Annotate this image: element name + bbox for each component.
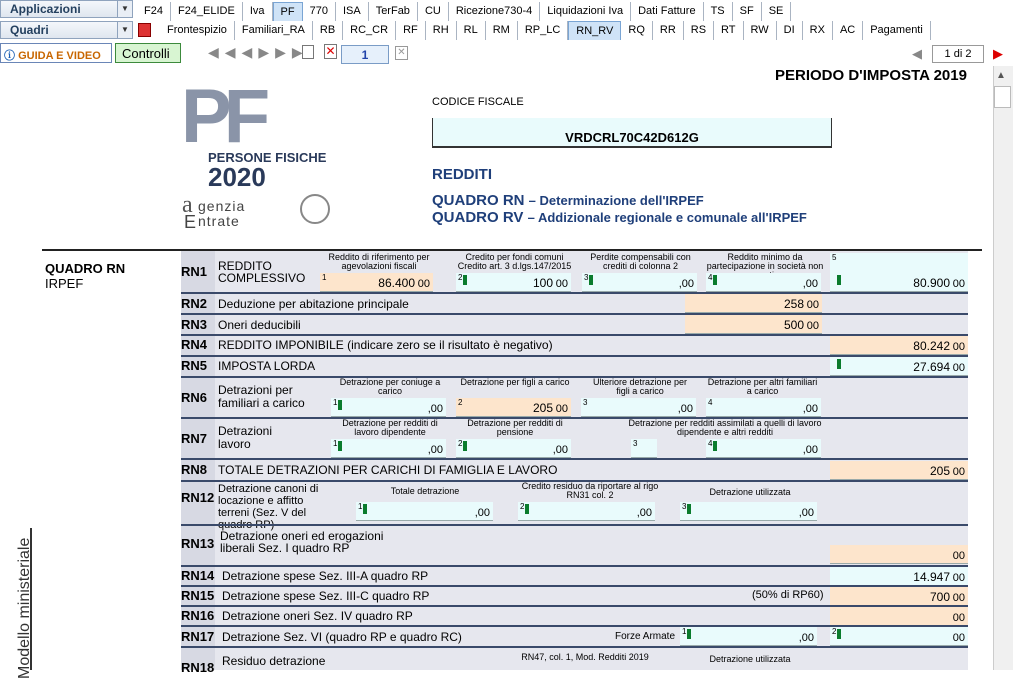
- tab-di[interactable]: DI: [777, 21, 803, 40]
- rn17-note: Forze Armate: [615, 631, 676, 642]
- rn6-field-1[interactable]: 1 ,00: [331, 398, 446, 417]
- emblem-icon: [300, 194, 330, 224]
- rn7-field-3[interactable]: 3: [631, 439, 657, 458]
- rn3-field[interactable]: [685, 315, 822, 334]
- rn1-field-3[interactable]: 3 ,00: [582, 273, 697, 292]
- rn7-field-2[interactable]: 2 ,00: [456, 439, 571, 458]
- rn16-field[interactable]: [830, 607, 968, 626]
- row-divider: [181, 458, 968, 460]
- rn6-label: Detrazioni per familiari a carico: [218, 383, 305, 410]
- rn6-header-2: Detrazione per figli a carico: [460, 377, 570, 387]
- rn18-header-2: Detrazione utilizzata: [709, 654, 791, 664]
- tab-se[interactable]: SE: [762, 2, 792, 21]
- logo-pf: PF: [181, 74, 263, 159]
- field-marker-icon: [713, 441, 717, 451]
- logo-agenzia-text: genzia: [198, 198, 246, 214]
- cents: 00: [952, 612, 965, 624]
- rn14-label: Detrazione spese Sez. III-A quadro RP: [222, 569, 429, 583]
- tab-pf[interactable]: PF: [273, 2, 303, 21]
- controlli-label: Controlli: [122, 46, 170, 61]
- vertical-scrollbar[interactable]: [993, 66, 1013, 670]
- tab-terfab[interactable]: TerFab: [369, 2, 418, 21]
- tab-rh[interactable]: RH: [426, 21, 457, 40]
- row-divider: [181, 313, 968, 315]
- rn5-value: 27.694: [913, 360, 950, 374]
- tab-ac[interactable]: AC: [833, 21, 863, 40]
- tab-isa[interactable]: ISA: [336, 2, 369, 21]
- tabs-bottom: [160, 21, 931, 40]
- rn17-label: Detrazione Sez. VI (quadro RP e quadro RC): [222, 630, 462, 644]
- tabs-top: [137, 2, 791, 21]
- rn1-header-4: Reddito minimo da partecipazione in società non: [706, 252, 824, 271]
- rn7-header-1: Detrazione per redditi di lavoro dipendente: [342, 418, 438, 437]
- cents: 00: [555, 278, 568, 290]
- field-marker-icon: [837, 275, 841, 285]
- rn2-label: Deduzione per abitazione principale: [218, 297, 409, 311]
- agenzia-entrate-logo: a: [182, 192, 193, 218]
- applicazioni-label: Applicazioni: [10, 2, 81, 16]
- rn6-header-3: Ulteriore detrazione per figli a carico: [592, 377, 688, 396]
- cents: 00: [952, 278, 965, 290]
- rn1-code: RN1: [181, 264, 208, 279]
- rn6-header-4: Detrazione per altri familiari a carico: [707, 377, 818, 396]
- rn3-value: 500: [783, 318, 804, 332]
- row-divider: [181, 524, 968, 526]
- tab-rb[interactable]: RB: [313, 21, 343, 40]
- cents: ,00: [798, 632, 814, 644]
- row-divider: [181, 646, 968, 648]
- tab-rr[interactable]: RR: [653, 21, 684, 40]
- prev-doc-icon[interactable]: ◀: [912, 46, 922, 61]
- rn1-header-2: Credito per fondi comuni Credito art. 3 d.lgs.147/2015: [457, 252, 572, 271]
- tab-f24-elide[interactable]: F24_ELIDE: [171, 2, 243, 21]
- cents: ,00: [636, 507, 652, 519]
- cents: ,00: [798, 507, 814, 519]
- cents: ,00: [802, 278, 818, 290]
- cents: 00: [417, 278, 430, 290]
- row-divider: [181, 417, 968, 419]
- rn1-field-4[interactable]: 4 ,00: [706, 273, 821, 292]
- rn12-label: Detrazione canoni di locazione e affitto terreni (Sez. V del: [218, 483, 319, 519]
- rn13-code: RN13: [181, 536, 215, 551]
- tab-iva[interactable]: Iva: [243, 2, 273, 21]
- cents: 00: [806, 320, 819, 332]
- cents: 00: [952, 341, 965, 353]
- redditi-heading: REDDITI: [432, 166, 492, 183]
- rn2-code: RN2: [181, 296, 208, 311]
- quadri-label: Quadri: [10, 23, 49, 37]
- rn7-code: RN7: [181, 431, 208, 446]
- next-page-icon[interactable]: ▶: [258, 44, 276, 60]
- cents: ,00: [427, 403, 443, 415]
- cents: 00: [952, 466, 965, 478]
- rn12-header-2: Credito residuo da riportare al rigo RN31 col. 2: [521, 481, 659, 500]
- quadro-rv-desc: – Addizionale regionale e comunale all'IRPEF: [527, 210, 807, 225]
- rn14-code: RN14: [181, 568, 215, 583]
- rn8-field[interactable]: [830, 461, 968, 480]
- pdf-icon[interactable]: [138, 23, 151, 37]
- rn17-code: RN17: [181, 629, 215, 644]
- tab-rc-cr[interactable]: RC_CR: [343, 21, 396, 40]
- tab-ts[interactable]: TS: [704, 2, 733, 21]
- rn16-code: RN16: [181, 608, 215, 623]
- modello-ministeriale-label: Modello ministeriale: [16, 537, 33, 679]
- tab-ricezione730-4[interactable]: Ricezione730-4: [449, 2, 540, 21]
- rn8-code: RN8: [181, 462, 208, 477]
- rn14-value: 14.947: [913, 570, 950, 584]
- logo-persone-fisiche: PERSONE FISICHE: [208, 150, 327, 165]
- row-divider: [181, 292, 968, 294]
- cents: 00: [952, 550, 965, 562]
- rn7-field-1[interactable]: 1 ,00: [331, 439, 446, 458]
- last-page-icon[interactable]: ▶▶: [275, 44, 309, 60]
- tab-familiari-ra[interactable]: Familiari_RA: [235, 21, 313, 40]
- tab-sf[interactable]: SF: [733, 2, 762, 21]
- logo-year: 2020: [208, 162, 266, 192]
- rn15-code: RN15: [181, 588, 215, 603]
- tab-pagamenti[interactable]: Pagamenti: [863, 21, 931, 40]
- rn8-value: 205: [929, 464, 950, 478]
- nav-arrows: [208, 44, 309, 61]
- field-marker-icon: [463, 275, 467, 285]
- codice-fiscale-field[interactable]: VRDCRL70C42D612G: [432, 118, 832, 148]
- field-marker-icon: [363, 504, 367, 514]
- rn4-value: 80.242: [913, 339, 950, 353]
- rn12-field-3[interactable]: 3 ,00: [680, 502, 817, 521]
- prev-page-icon[interactable]: ◀: [241, 44, 259, 60]
- rn7-header-2: Detrazione per redditi di pensione: [467, 418, 563, 437]
- logo-e-mark: E: [184, 212, 197, 232]
- cents: ,00: [552, 444, 568, 456]
- rn5-field[interactable]: [830, 357, 968, 376]
- chevron-down-icon[interactable]: ▼: [117, 1, 132, 17]
- applicazioni-select[interactable]: [0, 0, 133, 18]
- rn5-code: RN5: [181, 358, 208, 373]
- tab-dati-fatture[interactable]: Dati Fatture: [631, 2, 703, 21]
- rn15-label: Detrazione spese Sez. III-C quadro RP: [222, 589, 430, 603]
- rn12-header-1: Totale detrazione: [390, 486, 460, 496]
- rn18-header-1: RN47, col. 1, Mod. Redditi 2019: [521, 652, 649, 662]
- tab-rp-lc[interactable]: RP_LC: [518, 21, 568, 40]
- rn4-code: RN4: [181, 337, 208, 352]
- tab-rm[interactable]: RM: [486, 21, 518, 40]
- rn6-field-4[interactable]: 4 ,00: [706, 398, 821, 417]
- field-marker-icon: [525, 504, 529, 514]
- rn2-value: 258: [783, 297, 804, 311]
- field-marker-icon: [837, 629, 841, 639]
- controlli-button[interactable]: [115, 43, 181, 63]
- rn12-field-1[interactable]: 1 ,00: [356, 502, 493, 521]
- tab-770[interactable]: 770: [303, 2, 336, 21]
- chevron-down-icon[interactable]: ▼: [117, 22, 132, 38]
- cents: 00: [952, 592, 965, 604]
- delete-page-icon[interactable]: ✕: [325, 44, 336, 58]
- logo-entrate-text: ntrate: [198, 213, 240, 229]
- cents: ,00: [802, 403, 818, 415]
- rn17-field-1[interactable]: 1 ,00: [680, 627, 817, 646]
- rn3-code: RN3: [181, 317, 208, 332]
- rn1-field-5[interactable]: 5 80.900 00: [830, 253, 968, 292]
- field-marker-icon: [687, 629, 691, 639]
- tab-rf[interactable]: RF: [396, 21, 426, 40]
- quadro-rn-desc: – Determinazione dell'IRPEF: [528, 193, 704, 208]
- side-title: QUADRO RN: [45, 261, 126, 276]
- rn13-field[interactable]: [830, 545, 968, 564]
- rn6-code: RN6: [181, 390, 208, 405]
- cents: ,00: [427, 444, 443, 456]
- field-marker-icon: [338, 441, 342, 451]
- cents: 00: [806, 299, 819, 311]
- rn17-field-2[interactable]: 2 00: [830, 627, 968, 646]
- page-close-icon[interactable]: ✕: [395, 46, 408, 60]
- rn6-field-3[interactable]: 3 ,00: [581, 398, 696, 417]
- rn8-label: TOTALE DETRAZIONI PER CARICHI DI FAMIGLIA E LAVORO: [218, 463, 558, 477]
- rn12-field-2[interactable]: 2 ,00: [518, 502, 655, 521]
- rn13-label: Detrazione oneri ed erogazioni liberali Sez. I quadro RP: [220, 529, 384, 555]
- rn1-value-2: 100: [532, 276, 553, 290]
- tab-rx[interactable]: RX: [803, 21, 833, 40]
- rn14-field[interactable]: [830, 567, 968, 586]
- cents: ,00: [677, 403, 693, 415]
- rn18-code: RN18: [181, 660, 215, 675]
- rn2-field[interactable]: [685, 294, 822, 313]
- tab-rl[interactable]: RL: [457, 21, 486, 40]
- rn1-field-1[interactable]: 1 86.400 00: [320, 273, 433, 292]
- tab-rq[interactable]: RQ: [621, 21, 653, 40]
- quadro-rn-code: QUADRO RN: [432, 192, 525, 209]
- cents: 00: [952, 362, 965, 374]
- quadro-rn-heading: [432, 192, 704, 209]
- rn1-header-1: Reddito di riferimento per agevolazioni fiscali: [328, 252, 430, 271]
- page-number-input[interactable]: 1: [341, 45, 389, 64]
- field-marker-icon: [589, 275, 593, 285]
- rn15-value: 700: [929, 590, 950, 604]
- field-marker-icon: [713, 275, 717, 285]
- rn1-value-5: 80.900: [913, 276, 950, 290]
- rn1-value-1: 86.400: [378, 276, 415, 290]
- quadri-select[interactable]: [0, 21, 133, 39]
- field-marker-icon: [338, 400, 342, 410]
- tab-cu[interactable]: CU: [418, 2, 449, 21]
- tab-rw[interactable]: RW: [744, 21, 777, 40]
- codice-fiscale-label: CODICE FISCALE: [432, 96, 524, 108]
- tab-rn-rv[interactable]: RN_RV: [568, 21, 621, 40]
- page-indicator: 1 di 2: [932, 45, 984, 63]
- cents: ,00: [802, 444, 818, 456]
- tab-rs[interactable]: RS: [684, 21, 714, 40]
- tab-liquidazioni-iva[interactable]: Liquidazioni Iva: [540, 2, 631, 21]
- cents: 00: [555, 403, 568, 415]
- copy-icon[interactable]: [302, 45, 314, 59]
- rn7-field-4[interactable]: 4 ,00: [706, 439, 821, 458]
- rn7-header-4: Detrazione per redditi assimilati a quelli di lavoro dipendente e altri redditi: [628, 418, 822, 437]
- rn1-field-2[interactable]: 2 100 00: [456, 273, 571, 292]
- rn1-label: REDDITO COMPLESSIVO: [218, 259, 306, 285]
- rn4-field[interactable]: [830, 336, 968, 355]
- cents: 00: [952, 572, 965, 584]
- rn1-header-3: Perdite compensabili con crediti di colonna 2: [590, 252, 691, 271]
- rn18-label: Residuo detrazione: [222, 654, 326, 668]
- guida-label: GUIDA E VIDEO: [18, 50, 101, 62]
- next-doc-icon[interactable]: ▶: [993, 46, 1003, 61]
- rn16-label: Detrazione oneri Sez. IV quadro RP: [222, 609, 413, 623]
- tab-frontespizio[interactable]: Frontespizio: [160, 21, 235, 40]
- cents: ,00: [678, 278, 694, 290]
- rn6-value-2: 205: [532, 401, 553, 415]
- scroll-thumb[interactable]: [994, 86, 1011, 108]
- guida-video-button[interactable]: [0, 43, 112, 63]
- help-icon: ⓘ: [4, 50, 19, 62]
- rn15-note: (50% di RP60): [752, 589, 824, 601]
- rn3-label: Oneri deducibili: [218, 318, 301, 332]
- row-divider: [181, 376, 968, 378]
- rn4-label: REDDITO IMPONIBILE (indicare zero se il risultato è negativo): [218, 338, 553, 352]
- rn15-field[interactable]: [830, 587, 968, 606]
- field-marker-icon: [837, 359, 841, 369]
- scroll-up-icon[interactable]: ▲: [996, 70, 1006, 81]
- rn6-field-2[interactable]: 2 205 00: [456, 398, 571, 417]
- rn12-header-3: Detrazione utilizzata: [709, 487, 791, 497]
- cents: 00: [952, 632, 965, 644]
- rn6-header-1: Detrazione per coniuge a carico: [339, 377, 441, 396]
- first-page-icon[interactable]: ◀◀: [208, 44, 242, 60]
- rn5-label: IMPOSTA LORDA: [218, 359, 316, 373]
- field-marker-icon: [463, 441, 467, 451]
- rn12-code: RN12: [181, 490, 215, 505]
- field-marker-icon: [687, 504, 691, 514]
- tab-rt[interactable]: RT: [714, 21, 743, 40]
- quadro-rv-code: QUADRO RV: [432, 209, 524, 226]
- side-subtitle: IRPEF: [45, 276, 84, 291]
- cents: ,00: [474, 507, 490, 519]
- rn7-label: Detrazioni lavoro: [218, 424, 273, 451]
- quadro-rv-heading: [432, 209, 807, 226]
- periodo-imposta: PERIODO D'IMPOSTA 2019: [775, 67, 967, 84]
- tab-f24[interactable]: F24: [137, 2, 171, 21]
